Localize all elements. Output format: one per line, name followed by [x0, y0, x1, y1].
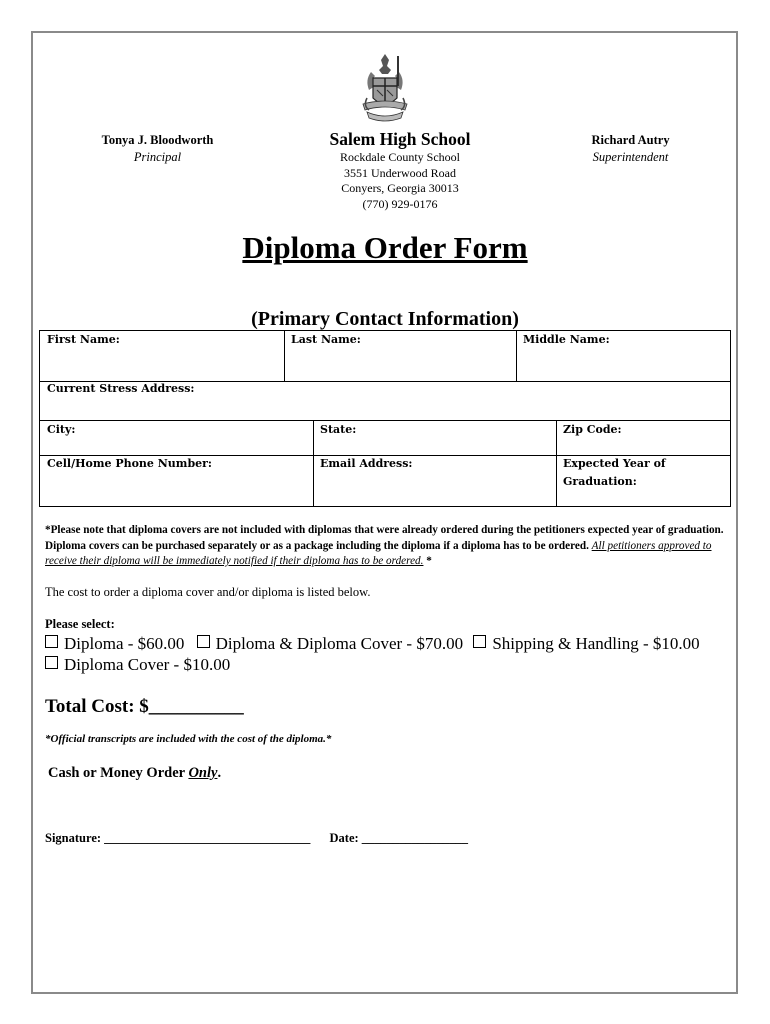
- shipping-checkbox[interactable]: [473, 635, 486, 648]
- graduation-year-label-2: Graduation:: [563, 475, 637, 488]
- payment-method-note: [48, 765, 221, 782]
- shipping-option-label: Shipping & Handling - $10.00: [492, 634, 700, 653]
- superintendent-title: Superintendent: [592, 150, 669, 164]
- school-line1: Rockdale County School: [340, 150, 460, 164]
- graduation-year-field[interactable]: [563, 455, 666, 491]
- note-end: *: [426, 555, 432, 567]
- diploma-cover-checkbox[interactable]: [45, 656, 58, 669]
- table-divider: [284, 331, 285, 381]
- last-name-field[interactable]: Last Name:: [291, 333, 361, 346]
- diploma-cover-note: [45, 523, 725, 570]
- table-divider: [516, 331, 517, 381]
- table-rule: [40, 420, 730, 421]
- please-select-label: Please select:: [45, 617, 115, 631]
- transcripts-note: *Official transcripts are included with the cost of the diploma.*: [45, 733, 332, 745]
- principal-block: [60, 132, 255, 166]
- options-row-2: [45, 655, 230, 675]
- note-text: *Please note that diploma covers are not included with diplomas that were already ordered during the petitioners expected year of graduation. Diploma covers can be purchased separately or as a package including the diploma if a diploma has to be ordered.: [45, 524, 724, 552]
- school-name: Salem High School: [329, 129, 471, 149]
- superintendent-block: [563, 132, 698, 166]
- signature-row: [45, 831, 468, 846]
- payment-only: Only: [188, 765, 218, 781]
- note-underlined-text: All petitioners approved to receive their diploma will be immediately notified if their diploma has to be ordered.: [45, 539, 712, 567]
- diploma-and-cover-option-label: Diploma & Diploma Cover - $70.00: [215, 634, 464, 653]
- diploma-and-cover-checkbox[interactable]: [197, 635, 210, 648]
- signature-field[interactable]: Signature: _________________________________: [45, 831, 311, 845]
- form-subtitle: (Primary Contact Information): [251, 308, 519, 330]
- date-field[interactable]: Date: _________________: [329, 831, 469, 845]
- principal-title: Principal: [133, 150, 182, 164]
- options-row-1: [45, 634, 700, 654]
- school-line3: Conyers, Georgia 30013: [341, 181, 459, 195]
- phone-number-field[interactable]: Cell/Home Phone Number:: [47, 457, 212, 470]
- total-cost-field[interactable]: Total Cost: $__________: [45, 696, 244, 717]
- table-divider: [313, 420, 314, 507]
- payment-text: Cash or Money Order: [48, 765, 185, 781]
- graduation-year-label-1: Expected Year of: [563, 457, 666, 470]
- zip-code-field[interactable]: Zip Code:: [563, 423, 622, 436]
- school-crest-icon: [357, 50, 413, 128]
- diploma-checkbox[interactable]: [45, 635, 58, 648]
- first-name-field[interactable]: First Name:: [47, 333, 120, 346]
- email-address-field[interactable]: Email Address:: [320, 457, 413, 470]
- school-line2: 3551 Underwood Road: [344, 165, 456, 180]
- state-field[interactable]: State:: [320, 423, 357, 436]
- diploma-option-label: Diploma - $60.00: [64, 634, 185, 653]
- cost-explanation: The cost to order a diploma cover and/or diploma is listed below.: [45, 585, 371, 599]
- city-field[interactable]: City:: [47, 423, 76, 436]
- principal-name: Tonya J. Bloodworth: [101, 133, 214, 147]
- address-field[interactable]: Current Stress Address:: [47, 382, 195, 395]
- school-block: [300, 129, 500, 212]
- superintendent-name: Richard Autry: [591, 133, 670, 147]
- middle-name-field[interactable]: Middle Name:: [523, 333, 610, 346]
- school-phone: (770) 929-0176: [362, 196, 438, 211]
- payment-period: .: [217, 765, 222, 781]
- table-divider: [556, 420, 557, 507]
- contact-info-table: [39, 330, 731, 507]
- form-title: Diploma Order Form: [242, 230, 528, 265]
- diploma-cover-option-label: Diploma Cover - $10.00: [64, 655, 231, 674]
